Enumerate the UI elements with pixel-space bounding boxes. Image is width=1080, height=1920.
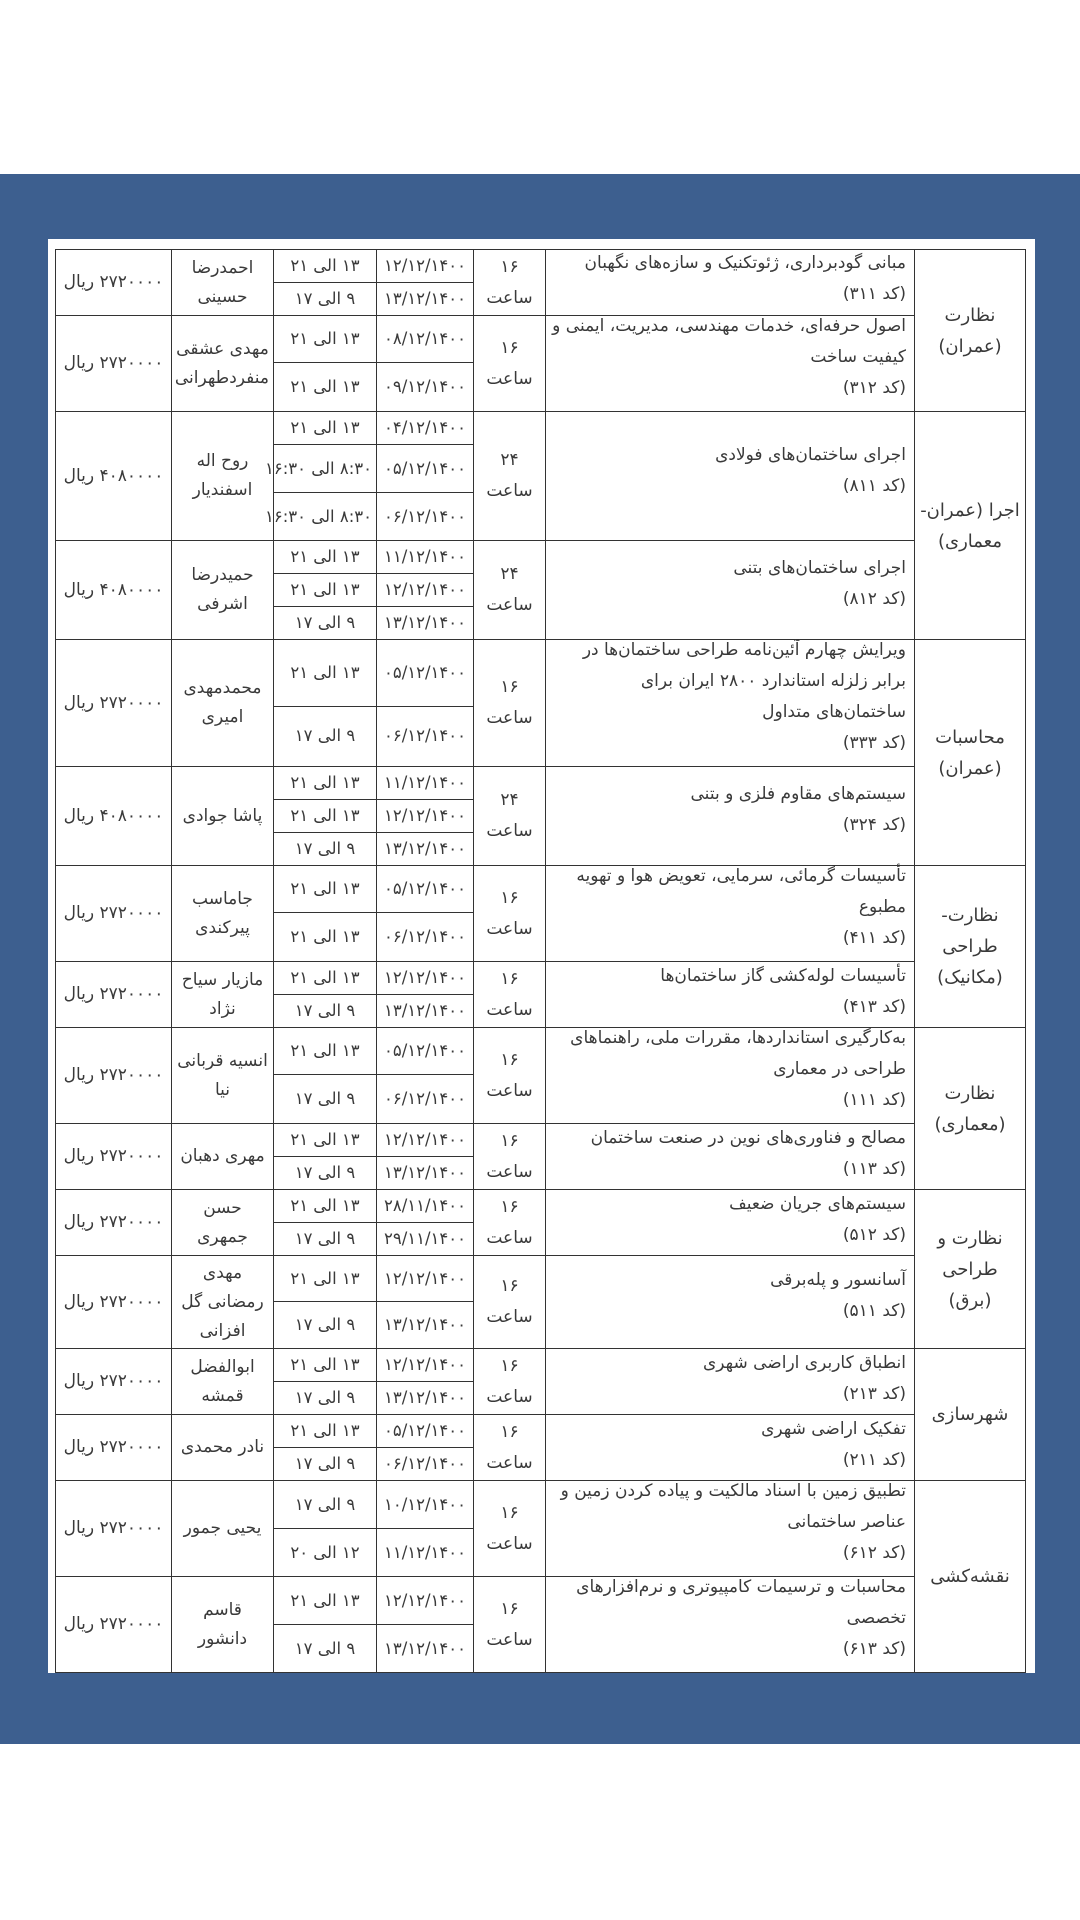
- course-code: (کد ۸۱۱): [842, 476, 906, 496]
- session-time-cell: ۹ الی ۱۷: [274, 1625, 377, 1673]
- session-date-cell: ۰۶/۱۲/۱۴۰۰: [377, 493, 474, 541]
- hours-cell: ۱۶ ساعت: [474, 1481, 546, 1577]
- hours-cell: ۱۶ ساعت: [474, 962, 546, 1028]
- session-date-cell: ۱۲/۱۲/۱۴۰۰: [377, 574, 474, 607]
- course-code: (کد ۱۱۳): [842, 1158, 906, 1179]
- hours-cell: ۱۶ ساعت: [474, 1256, 546, 1349]
- fee-cell: ۲۷۲۰۰۰۰ ریال: [56, 640, 172, 767]
- session-date-cell: ۰۶/۱۲/۱۴۰۰: [377, 1075, 474, 1124]
- table-row: [56, 1349, 1026, 1382]
- table-row: [56, 316, 1026, 363]
- instructor-cell: روح اله اسفندیار: [172, 412, 274, 541]
- session-date-cell: ۲۹/۱۱/۱۴۰۰: [377, 1223, 474, 1256]
- course-title-cell: [546, 316, 915, 412]
- session-time-cell: ۱۳ الی ۲۱: [274, 412, 377, 445]
- hours-cell: ۲۴ ساعت: [474, 767, 546, 866]
- session-time-cell: ۹ الی ۱۷: [274, 1075, 377, 1124]
- table-row: [56, 250, 1026, 283]
- fee-cell: ۲۷۲۰۰۰۰ ریال: [56, 1256, 172, 1349]
- course-title: محاسبات و ترسیمات کامپیوتری و نرم‌افزارهای تخصصی: [576, 1577, 906, 1628]
- fee-cell: ۲۷۲۰۰۰۰ ریال: [56, 250, 172, 316]
- session-time-cell: ۱۳ الی ۲۱: [274, 962, 377, 995]
- session-date-cell: ۱۲/۱۲/۱۴۰۰: [377, 800, 474, 833]
- course-code: (کد ۳۱۲): [842, 378, 906, 398]
- schedule-sheet: [48, 239, 1035, 1673]
- session-date-cell: ۱۲/۱۲/۱۴۰۰: [377, 1124, 474, 1157]
- course-title: تفکیک اراضی شهری: [761, 1418, 906, 1439]
- fee-cell: ۲۷۲۰۰۰۰ ریال: [56, 1577, 172, 1673]
- hours-cell: ۱۶ ساعت: [474, 1349, 546, 1415]
- session-time-cell: ۹ الی ۱۷: [274, 1448, 377, 1481]
- table-row: [56, 1124, 1026, 1157]
- session-time-cell: ۹ الی ۱۷: [274, 607, 377, 640]
- fee-cell: ۲۷۲۰۰۰۰ ریال: [56, 1349, 172, 1415]
- course-title: مصالح و فناوری‌های نوین در صنعت ساختمان: [590, 1127, 906, 1148]
- department-cell: محاسبات (عمران): [915, 640, 1026, 866]
- course-title: ویرایش چهارم آئین‌نامه طراحی ساختمان‌ها در برابر زلزله استاندارد ۲۸۰۰ ایران برای ساختمان‌های متداول: [582, 640, 906, 722]
- instructor-cell: مهدی رمضانی گل افزانی: [172, 1256, 274, 1349]
- session-time-cell: ۱۳ الی ۲۱: [274, 1415, 377, 1448]
- course-code: (کد ۳۲۴): [842, 815, 906, 835]
- course-title: انطباق کاربری اراضی شهری: [702, 1352, 906, 1373]
- department-cell: شهرسازی: [915, 1349, 1026, 1481]
- fee-cell: ۲۷۲۰۰۰۰ ریال: [56, 1124, 172, 1190]
- session-time-cell: ۱۳ الی ۲۱: [274, 1190, 377, 1223]
- session-date-cell: ۰۹/۱۲/۱۴۰۰: [377, 363, 474, 412]
- course-title-cell: [546, 541, 915, 640]
- table-row: [56, 1577, 1026, 1625]
- table-row: [56, 866, 1026, 913]
- course-code: (کد ۵۱۱): [842, 1301, 906, 1321]
- hours-cell: ۱۶ ساعت: [474, 640, 546, 767]
- course-schedule-table: [55, 249, 1026, 1673]
- hours-cell: ۱۶ ساعت: [474, 250, 546, 316]
- session-time-cell: ۹ الی ۱۷: [274, 1157, 377, 1190]
- course-title-cell: [546, 767, 915, 866]
- course-title-cell: [546, 1481, 915, 1577]
- instructor-cell: یحیی جمور: [172, 1481, 274, 1577]
- instructor-cell: نادر محمدی: [172, 1415, 274, 1481]
- instructor-cell: مهدی عشقی منفردطهرانی: [172, 316, 274, 412]
- fee-cell: ۲۷۲۰۰۰۰ ریال: [56, 1190, 172, 1256]
- session-time-cell: ۱۳ الی ۲۱: [274, 363, 377, 412]
- session-time-cell: ۱۳ الی ۲۱: [274, 316, 377, 363]
- table-row: [56, 1190, 1026, 1223]
- session-date-cell: ۱۲/۱۲/۱۴۰۰: [377, 962, 474, 995]
- hours-cell: ۱۶ ساعت: [474, 1124, 546, 1190]
- table-row: [56, 1256, 1026, 1302]
- course-code: (کد ۶۱۳): [842, 1639, 906, 1659]
- course-title: سیستم‌های مقاوم فلزی و بتنی: [690, 784, 906, 804]
- session-date-cell: ۰۵/۱۲/۱۴۰۰: [377, 1028, 474, 1075]
- course-code: (کد ۶۱۲): [842, 1543, 906, 1563]
- session-date-cell: ۱۲/۱۲/۱۴۰۰: [377, 1349, 474, 1382]
- course-title-cell: [546, 1190, 915, 1256]
- hours-cell: ۱۶ ساعت: [474, 1028, 546, 1124]
- session-time-cell: ۱۳ الی ۲۱: [274, 250, 377, 283]
- session-date-cell: ۱۳/۱۲/۱۴۰۰: [377, 1625, 474, 1673]
- session-date-cell: ۱۳/۱۲/۱۴۰۰: [377, 283, 474, 316]
- session-time-cell: ۱۲ الی ۲۰: [274, 1529, 377, 1577]
- course-title: تطبیق زمین با اسناد مالکیت و پیاده کردن زمین و عناصر ساختمانی: [560, 1481, 906, 1532]
- fee-cell: ۴۰۸۰۰۰۰ ریال: [56, 412, 172, 541]
- session-time-cell: ۱۳ الی ۲۱: [274, 1256, 377, 1302]
- session-time-cell: ۹ الی ۱۷: [274, 1382, 377, 1415]
- session-time-cell: ۱۳ الی ۲۱: [274, 1577, 377, 1625]
- course-title-cell: [546, 640, 915, 767]
- fee-cell: ۲۷۲۰۰۰۰ ریال: [56, 962, 172, 1028]
- course-code: (کد ۱۱۱): [842, 1090, 906, 1110]
- course-title-cell: [546, 1124, 915, 1190]
- session-date-cell: ۰۴/۱۲/۱۴۰۰: [377, 412, 474, 445]
- session-time-cell: ۹ الی ۱۷: [274, 706, 377, 766]
- course-code: (کد ۵۱۲): [842, 1224, 906, 1245]
- department-cell: نظارت (عمران): [915, 250, 1026, 412]
- department-cell: نقشه‌کشی: [915, 1481, 1026, 1673]
- course-title-cell: [546, 1028, 915, 1124]
- session-date-cell: ۱۳/۱۲/۱۴۰۰: [377, 1302, 474, 1349]
- session-time-cell: ۹ الی ۱۷: [274, 1223, 377, 1256]
- session-time-cell: ۹ الی ۱۷: [274, 995, 377, 1028]
- fee-cell: ۲۷۲۰۰۰۰ ریال: [56, 316, 172, 412]
- course-title: تأسیسات لوله‌کشی گاز ساختمان‌ها: [660, 965, 906, 986]
- session-time-cell: ۸:۳۰ الی ۱۶:۳۰: [274, 445, 377, 493]
- session-time-cell: ۹ الی ۱۷: [274, 833, 377, 866]
- course-title-cell: [546, 1415, 915, 1481]
- instructor-cell: احمدرضا حسینی: [172, 250, 274, 316]
- session-date-cell: ۰۶/۱۲/۱۴۰۰: [377, 1448, 474, 1481]
- instructor-cell: مازیار سیاح نژاد: [172, 962, 274, 1028]
- course-title-cell: [546, 1577, 915, 1673]
- session-date-cell: ۱۳/۱۲/۱۴۰۰: [377, 1382, 474, 1415]
- session-date-cell: ۰۵/۱۲/۱۴۰۰: [377, 445, 474, 493]
- hours-cell: ۱۶ ساعت: [474, 866, 546, 962]
- session-date-cell: ۱۲/۱۲/۱۴۰۰: [377, 1256, 474, 1302]
- session-date-cell: ۲۸/۱۱/۱۴۰۰: [377, 1190, 474, 1223]
- session-time-cell: ۱۳ الی ۲۱: [274, 541, 377, 574]
- course-code: (کد ۳۳۳): [842, 733, 906, 753]
- course-title: تأسیسات گرمائی، سرمایی، تعویض هوا و تهویه مطبوع: [576, 866, 906, 917]
- session-date-cell: ۱۳/۱۲/۱۴۰۰: [377, 833, 474, 866]
- department-cell: نظارت-طراحی (مکانیک): [915, 866, 1026, 1028]
- session-date-cell: ۰۶/۱۲/۱۴۰۰: [377, 706, 474, 766]
- course-code: (کد ۲۱۱): [842, 1449, 906, 1470]
- fee-cell: ۴۰۸۰۰۰۰ ریال: [56, 767, 172, 866]
- table-row: [56, 962, 1026, 995]
- course-code: (کد ۴۱۱): [842, 928, 906, 948]
- session-time-cell: ۱۳ الی ۲۱: [274, 913, 377, 962]
- fee-cell: ۲۷۲۰۰۰۰ ریال: [56, 1481, 172, 1577]
- instructor-cell: قاسم دانشور: [172, 1577, 274, 1673]
- course-title: مبانی گودبرداری، ژئوتکنیک و سازه‌های نگهبان: [584, 252, 906, 273]
- course-code: (کد ۸۱۲): [842, 589, 906, 609]
- department-cell: نظارت و طراحی (برق): [915, 1190, 1026, 1349]
- table-row: [56, 541, 1026, 574]
- table-row: [56, 1481, 1026, 1529]
- course-code: (کد ۳۱۱): [842, 283, 906, 304]
- course-code: (کد ۴۱۳): [842, 996, 906, 1017]
- session-time-cell: ۱۳ الی ۲۱: [274, 1028, 377, 1075]
- session-date-cell: ۰۸/۱۲/۱۴۰۰: [377, 316, 474, 363]
- table-row: [56, 767, 1026, 800]
- course-title-cell: [546, 962, 915, 1028]
- session-date-cell: ۰۵/۱۲/۱۴۰۰: [377, 1415, 474, 1448]
- session-date-cell: ۰۶/۱۲/۱۴۰۰: [377, 913, 474, 962]
- instructor-cell: مهری دهبان: [172, 1124, 274, 1190]
- instructor-cell: ابوالفضل قمشه: [172, 1349, 274, 1415]
- session-date-cell: ۱۲/۱۲/۱۴۰۰: [377, 250, 474, 283]
- instructor-cell: حمیدرضا اشرفی: [172, 541, 274, 640]
- course-title: اجرای ساختمان‌های بتنی: [733, 558, 906, 578]
- hours-cell: ۱۶ ساعت: [474, 1190, 546, 1256]
- hours-cell: ۱۶ ساعت: [474, 316, 546, 412]
- department-cell: اجرا (عمران- معماری): [915, 412, 1026, 640]
- course-code: (کد ۲۱۳): [842, 1383, 906, 1404]
- fee-cell: ۲۷۲۰۰۰۰ ریال: [56, 1415, 172, 1481]
- course-title: به‌کارگیری استانداردها، مقررات ملی، راهنماهای طراحی در معماری: [570, 1028, 906, 1079]
- hours-cell: ۲۴ ساعت: [474, 541, 546, 640]
- table-row: [56, 1415, 1026, 1448]
- course-title: آسانسور و پله‌برقی: [770, 1270, 906, 1290]
- session-date-cell: ۱۳/۱۲/۱۴۰۰: [377, 607, 474, 640]
- session-date-cell: ۰۵/۱۲/۱۴۰۰: [377, 866, 474, 913]
- session-date-cell: ۱۱/۱۲/۱۴۰۰: [377, 767, 474, 800]
- department-cell: نظارت (معماری): [915, 1028, 1026, 1190]
- session-time-cell: ۱۳ الی ۲۱: [274, 1349, 377, 1382]
- instructor-cell: حسن جمهری: [172, 1190, 274, 1256]
- session-date-cell: ۱۳/۱۲/۱۴۰۰: [377, 995, 474, 1028]
- course-title-cell: [546, 1256, 915, 1349]
- course-title-cell: [546, 250, 915, 316]
- session-date-cell: ۱۰/۱۲/۱۴۰۰: [377, 1481, 474, 1529]
- hours-cell: ۲۴ ساعت: [474, 412, 546, 541]
- table-row: [56, 1028, 1026, 1075]
- session-time-cell: ۱۳ الی ۲۱: [274, 767, 377, 800]
- session-date-cell: ۱۱/۱۲/۱۴۰۰: [377, 1529, 474, 1577]
- table-row: [56, 412, 1026, 445]
- session-time-cell: ۱۳ الی ۲۱: [274, 866, 377, 913]
- hours-cell: ۱۶ ساعت: [474, 1415, 546, 1481]
- course-title-cell: [546, 866, 915, 962]
- session-date-cell: ۱۱/۱۲/۱۴۰۰: [377, 541, 474, 574]
- session-date-cell: ۱۲/۱۲/۱۴۰۰: [377, 1577, 474, 1625]
- session-time-cell: ۱۳ الی ۲۱: [274, 800, 377, 833]
- course-title-cell: [546, 412, 915, 541]
- session-time-cell: ۱۳ الی ۲۱: [274, 640, 377, 707]
- instructor-cell: جاماسب پیرکندی: [172, 866, 274, 962]
- hours-cell: ۱۶ ساعت: [474, 1577, 546, 1673]
- session-time-cell: ۸:۳۰ الی ۱۶:۳۰: [274, 493, 377, 541]
- course-title-cell: [546, 1349, 915, 1415]
- session-time-cell: ۹ الی ۱۷: [274, 283, 377, 316]
- course-title: اجرای ساختمان‌های فولادی: [715, 445, 906, 465]
- session-date-cell: ۰۵/۱۲/۱۴۰۰: [377, 640, 474, 707]
- session-time-cell: ۱۳ الی ۲۱: [274, 574, 377, 607]
- session-date-cell: ۱۳/۱۲/۱۴۰۰: [377, 1157, 474, 1190]
- session-time-cell: ۹ الی ۱۷: [274, 1481, 377, 1529]
- instructor-cell: انسیه قربانی نیا: [172, 1028, 274, 1124]
- fee-cell: ۴۰۸۰۰۰۰ ریال: [56, 541, 172, 640]
- instructor-cell: پاشا جوادی: [172, 767, 274, 866]
- session-time-cell: ۹ الی ۱۷: [274, 1302, 377, 1349]
- course-title: اصول حرفه‌ای، خدمات مهندسی، مدیریت، ایمنی و کیفیت ساخت: [552, 316, 906, 367]
- table-row: [56, 640, 1026, 707]
- course-title: سیستم‌های جریان ضعیف: [729, 1193, 906, 1214]
- fee-cell: ۲۷۲۰۰۰۰ ریال: [56, 866, 172, 962]
- session-time-cell: ۱۳ الی ۲۱: [274, 1124, 377, 1157]
- fee-cell: ۲۷۲۰۰۰۰ ریال: [56, 1028, 172, 1124]
- instructor-cell: محمدمهدی امیری: [172, 640, 274, 767]
